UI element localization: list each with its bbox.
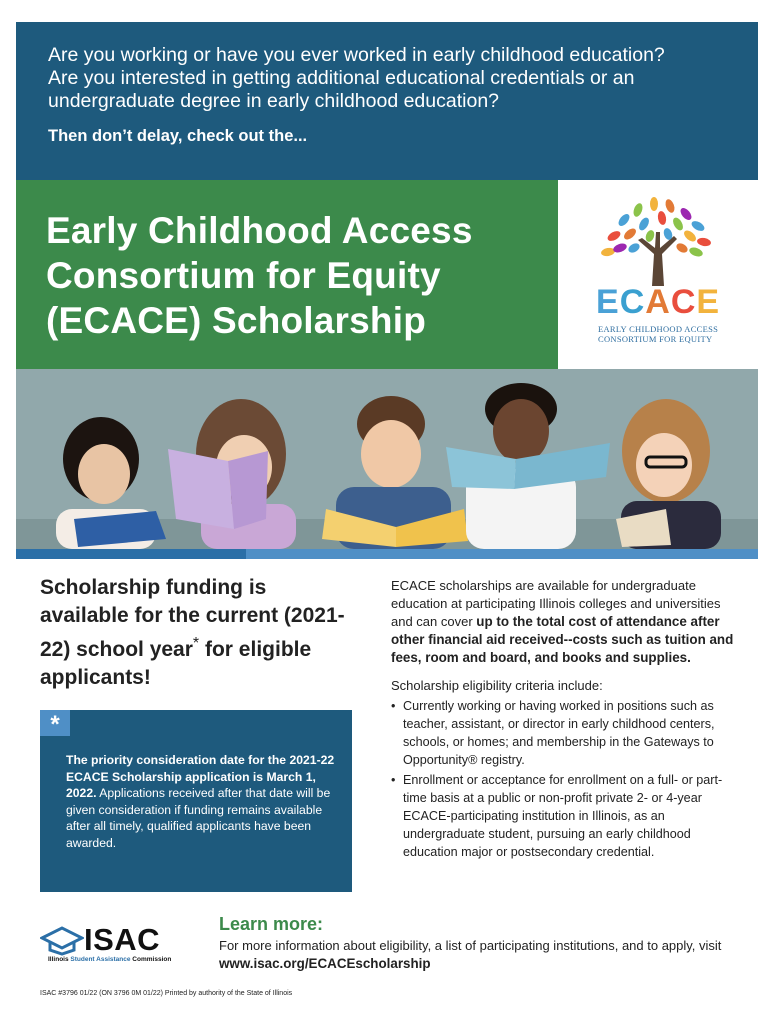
- isac-wordmark: ISAC: [84, 922, 161, 957]
- ecace-logo-subtitle: [598, 324, 718, 344]
- isac-subtitle: [48, 956, 171, 963]
- logo-letter-c2: C: [670, 283, 697, 321]
- title-line-3: (ECACE) Scholarship: [46, 300, 427, 341]
- title-band: [16, 180, 558, 369]
- priority-date-bold: The priority consideration date for the 2021-22 ECACE Scholarship application is March 1, 2022.: [66, 753, 335, 801]
- learn-more-url[interactable]: www.isac.org/ECACEscholarship: [219, 956, 431, 971]
- title-line-1: Early Childhood Access: [46, 210, 473, 251]
- learn-more-text: [219, 937, 739, 973]
- priority-text: [66, 752, 336, 852]
- learn-more: [219, 914, 739, 973]
- criteria-item: • Currently working or having worked in positions such as teacher, assistant, or director in early childhood centers, schools, or homes; and membership in the Gateways to Opportunity® registry.: [391, 697, 741, 769]
- learn-more-heading: Learn more:: [219, 914, 324, 934]
- criteria-item: • Enrollment or acceptance for enrollment on a full- or part-time basis at a public or non-profit private 2- or 4-year ECACE-participating institution in Illinois, as an undergraduate student, pursuing an early childhood education major or postsecondary credential.: [391, 771, 741, 861]
- children-illustration: [16, 369, 758, 549]
- isac-sub-b: Student Assistance: [70, 956, 131, 963]
- priority-box: [40, 710, 352, 892]
- scholarship-details: [391, 577, 741, 863]
- intro-cta: Then don’t delay, check out the...: [48, 127, 308, 145]
- logo-letter-e2: E: [696, 283, 721, 321]
- asterisk-badge: *: [40, 710, 70, 736]
- funding-heading-text: Scholarship funding is available for the current (2021-22) school year: [40, 576, 345, 661]
- ecace-logo: [558, 180, 758, 369]
- logo-letter-e: E: [596, 283, 620, 321]
- criteria-title: Scholarship eligibility criteria include:: [391, 678, 603, 693]
- children-reading-photo: [16, 369, 758, 549]
- intro-bold: up to the total cost of attendance after other financial aid received--costs such as tuition and fees, room and board, and books and supplies.: [391, 614, 734, 665]
- funding-asterisk: *: [192, 635, 200, 652]
- scholarship-intro: [391, 577, 741, 667]
- isac-sub-c: Commission: [130, 956, 172, 963]
- logo-sub-line-2: CONSORTIUM FOR EQUITY: [598, 334, 713, 344]
- logo-sub-line-1: EARLY CHILDHOOD ACCESS: [598, 324, 719, 334]
- intro-question-1: Are you working or have you ever worked in early childhood education?: [48, 44, 665, 66]
- tree-hands-icon: [594, 196, 722, 286]
- logo-letter-c: C: [619, 283, 646, 321]
- intro-plain: ECACE scholarships are available for undergraduate education at participating Illinois colleges and universities and can cover: [391, 578, 721, 629]
- page-title: [46, 208, 538, 343]
- intro-question-2: Are you interested in getting additional educational credentials or an undergraduate degree in early childhood education?: [48, 67, 635, 112]
- title-line-2: Consortium for Equity: [46, 255, 441, 296]
- photo-strip-accent: [16, 549, 246, 559]
- criteria-list: [391, 697, 741, 861]
- priority-date-rest: Applications received after that date will be given consideration if funding remains available after all timely, qualified applicants have been awarded.: [66, 786, 331, 850]
- graduation-cap-icon: [40, 926, 84, 956]
- ecace-logo-word: [596, 283, 720, 322]
- isac-logo: [40, 922, 180, 972]
- isac-sub-a: Illinois: [48, 956, 71, 963]
- footer-note: ISAC #3796 01/22 (ON 3796 0M 01/22) Printed by authority of the State of Illinois: [40, 990, 293, 997]
- top-banner: [16, 22, 758, 180]
- funding-heading-text-2: for eligible applicants!: [40, 638, 312, 689]
- learn-more-body: For more information about eligibility, a list of participating institutions, and to apply, visit: [219, 938, 722, 953]
- logo-letter-a: A: [645, 283, 671, 321]
- funding-heading: [40, 574, 360, 692]
